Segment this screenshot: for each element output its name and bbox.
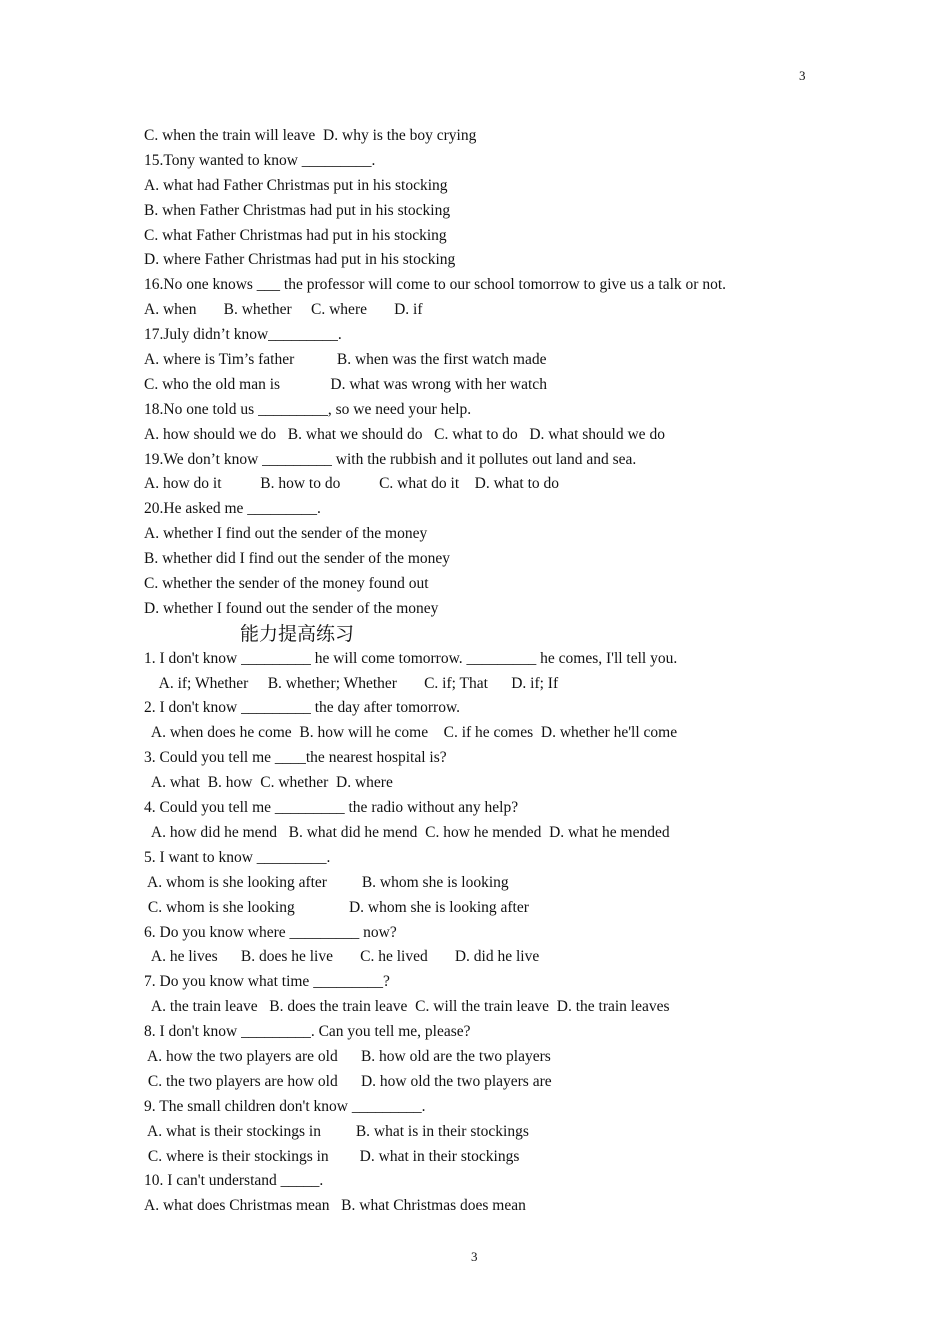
exercise-list-part1 [144,124,844,622]
option-line: C. what Father Christmas had put in his stocking [144,226,447,244]
option-line: A. how the two players are old B. how old are the two players [144,1047,551,1065]
option-line: A. how did he mend B. what did he mend C. how he mended D. what he mended [144,823,670,841]
option-line: A. he lives B. does he live C. he lived D. did he live [144,948,540,966]
option-line: A. whether I find out the sender of the money [144,525,428,543]
option-line: B. whether did I find out the sender of the money [144,550,451,568]
section-title: 能力提高练习 [240,622,355,645]
question-line: 2. I don't know _________ the day after tomorrow. [144,699,461,717]
question-line: 4. Could you tell me _________ the radio without any help? [144,799,519,817]
question-line: 10. I can't understand _____. [144,1172,324,1190]
question-line: 15.Tony wanted to know _________. [144,151,376,169]
exercise-list-part2 [144,647,844,1219]
question-line: 17.July didn’t know_________. [144,326,342,344]
question-line: 8. I don't know _________. Can you tell me, please? [144,1023,471,1041]
question-line: 7. Do you know what time _________? [144,973,390,991]
option-line: A. where is Tim’s father B. when was the first watch made [144,351,547,369]
page-number-top: 3 [799,68,806,83]
option-line: A. if; Whether B. whether; Whether C. if; That D. if; If [144,674,559,692]
option-line: D. where Father Christmas had put in his stocking [144,251,456,269]
question-line: 9. The small children don't know _________. [144,1097,426,1115]
question-line: 18.No one told us _________, so we need your help. [144,400,472,418]
document-body [144,124,844,1219]
question-line: 16.No one knows ___ the professor will come to our school tomorrow to give us a talk or not. [144,276,727,294]
option-line: C. whether the sender of the money found out [144,575,429,593]
question-line: 20.He asked me _________. [144,500,321,518]
question-line: 19.We don’t know _________ with the rubbish and it pollutes out land and sea. [144,450,637,468]
question-line: 5. I want to know _________. [144,848,331,866]
option-line: A. whom is she looking after B. whom she is looking [144,873,509,891]
text-line: C. when the train will leave D. why is the boy crying [144,127,477,144]
option-line: A. what is their stockings in B. what is in their stockings [144,1122,529,1140]
question-line: 1. I don't know _________ he will come tomorrow. _________ he comes, I'll tell you. [144,649,678,667]
option-line: A. when B. whether C. where D. if [144,301,423,319]
option-line: A. what had Father Christmas put in his stocking [144,176,448,194]
option-line: A. how should we do B. what we should do C. what to do D. what should we do [144,425,665,443]
option-line: A. what B. how C. whether D. where [144,774,393,792]
option-line: B. when Father Christmas had put in his stocking [144,201,451,219]
option-line: C. who the old man is D. what was wrong with her watch [144,375,547,393]
option-line: C. where is their stockings in D. what in their stockings [144,1147,520,1165]
option-line: A. how do it B. how to do C. what do it D. what to do [144,475,560,493]
option-line: C. whom is she looking D. whom she is looking after [144,898,529,916]
option-line: A. the train leave B. does the train leave C. will the train leave D. the train leaves [144,998,670,1016]
question-line: 3. Could you tell me ____the nearest hospital is? [144,749,447,767]
option-line: C. the two players are how old D. how old the two players are [144,1072,552,1090]
option-line: A. what does Christmas mean B. what Christmas does mean [144,1197,526,1215]
page-number-bottom: 3 [471,1249,478,1264]
question-line: 6. Do you know where _________ now? [144,923,397,941]
option-line: A. when does he come B. how will he come C. if he comes D. whether he'll come [144,724,678,742]
option-line: D. whether I found out the sender of the money [144,599,439,617]
